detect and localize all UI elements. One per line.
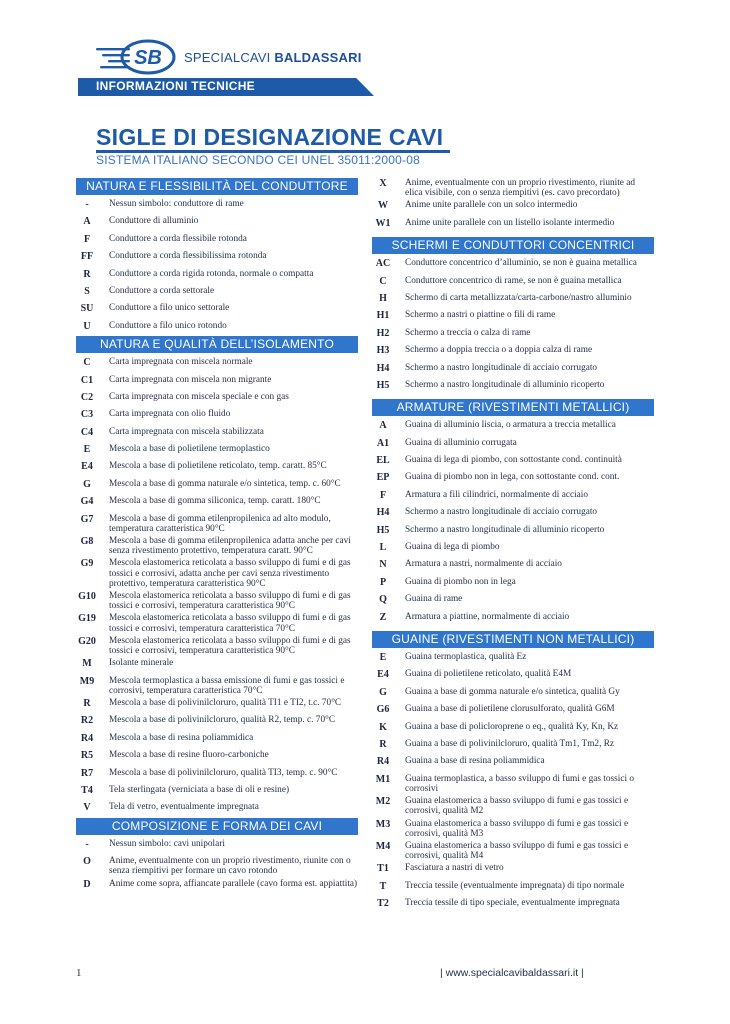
designation-code: M xyxy=(82,658,92,670)
designation-row xyxy=(372,702,654,719)
designation-code: Z xyxy=(379,611,387,623)
designation-code: X xyxy=(379,178,387,189)
designation-code: - xyxy=(85,838,89,850)
designation-description: Mescola a base di gomma etilenpropilenica adatta anche per cavi senza rivestimento protettivo, temperatura caratt. 90°C xyxy=(109,536,351,557)
designation-row xyxy=(372,817,654,839)
designation-row xyxy=(76,390,358,407)
designation-row xyxy=(372,216,654,233)
designation-row xyxy=(372,378,654,395)
website-url: | www.specialcavibaldassari.it | xyxy=(440,967,584,979)
designation-row xyxy=(372,650,654,667)
designation-row xyxy=(76,214,358,231)
designation-row xyxy=(76,731,358,748)
designation-code: K xyxy=(379,721,387,733)
designation-row xyxy=(76,319,358,336)
designation-code: H5 xyxy=(376,379,390,391)
designation-description: Conduttore concentrico d’alluminio, se non è guaina metallica xyxy=(405,258,637,269)
designation-code: H4 xyxy=(376,362,390,374)
designation-code: F xyxy=(83,233,91,245)
designation-description: Guaina elastomerica a basso sviluppo di fumi e gas tossici e corrosivi, qualità M3 xyxy=(405,818,629,839)
designation-description: Anime, eventualmente con un proprio rivestimento, riunite con o senza riempitivi per formare un cavo rotondo xyxy=(109,856,351,877)
designation-row xyxy=(76,534,358,556)
designation-description: Mescola elastomerica reticolata a basso sviluppo di fumi e di gas tossici e corrosivi, temperatura caratteristica 70°C xyxy=(109,613,351,634)
designation-section xyxy=(76,178,358,336)
designation-description: Guaina termoplastica, a basso sviluppo di fumi e gas tossici o corrosivi xyxy=(405,773,635,794)
page-number: 1 xyxy=(76,967,82,979)
designation-description: Mescola elastomerica reticolata a basso sviluppo di fumi e di gas tossici e corrosivi, adatta anche per cavi senza rivestimento protettivo, temperatura caratteristica 90°C xyxy=(109,558,351,589)
designation-code: G20 xyxy=(78,635,96,647)
designation-row xyxy=(372,610,654,627)
designation-row xyxy=(372,436,654,453)
designation-description: Carta impregnata con miscela stabilizzata xyxy=(109,426,264,437)
designation-description: Carta impregnata con miscela normale xyxy=(109,357,253,368)
designation-code: C2 xyxy=(80,391,94,403)
designation-description: Guaina termoplastica, qualità Ez xyxy=(405,652,527,662)
designation-description: Guaina di rame xyxy=(405,594,463,605)
section-heading: NATURA E FLESSIBILITÀ DEL CONDUTTORE xyxy=(76,178,358,195)
designation-description: Guaina di piombo non in lega xyxy=(405,576,516,587)
designation-row xyxy=(372,470,654,487)
designation-code: U xyxy=(83,320,91,332)
designation-code: R5 xyxy=(80,750,94,762)
designation-description: Schermo a doppia treccia o a doppia calza di rame xyxy=(405,345,593,356)
designation-row xyxy=(372,418,654,435)
brand-header xyxy=(96,38,362,76)
designation-code: FF xyxy=(80,251,94,263)
designation-row xyxy=(76,249,358,266)
designation-code: T4 xyxy=(81,785,93,797)
designation-description: Treccia tessile (eventualmente impregnata) di tipo normale xyxy=(405,880,625,891)
designation-description: Conduttore a corda flessibilissima rotonda xyxy=(109,251,267,262)
designation-code: - xyxy=(85,199,89,210)
designation-code: S xyxy=(84,285,90,297)
designation-code: R7 xyxy=(80,767,94,779)
designation-row xyxy=(76,634,358,656)
designation-row xyxy=(76,425,358,442)
designation-row xyxy=(372,839,654,861)
designation-description: Schermo a nastro longitudinale di acciaio corrugato xyxy=(405,362,598,373)
designation-code: W1 xyxy=(375,217,391,229)
designation-description: Carta impregnata con olio fluido xyxy=(109,409,231,420)
designation-description: Tela sterlingata (verniciata a base di oli e resine) xyxy=(109,785,290,796)
designation-code: G4 xyxy=(80,496,94,508)
designation-description: Guaina a base di gomma naturale e/o sintetica, qualità Gy xyxy=(405,686,620,697)
designation-row xyxy=(76,589,358,611)
designation-row xyxy=(76,459,358,476)
section-heading: NATURA E QUALITÀ DELL’ISOLAMENTO xyxy=(76,336,358,353)
designation-code: M9 xyxy=(79,675,95,687)
designation-row xyxy=(372,505,654,522)
designation-row xyxy=(372,176,654,198)
designation-code: A1 xyxy=(376,437,390,449)
designation-code: G8 xyxy=(80,536,94,548)
designation-description: Mescola a base di gomma naturale e/o sintetica, temp. c. 60°C xyxy=(109,478,341,489)
designation-description: Schermo a nastro longitudinale di alluminio ricoperto xyxy=(405,524,605,535)
designation-code: G9 xyxy=(80,558,94,570)
designation-description: Guaina di lega di piombo xyxy=(405,542,500,553)
company-logo xyxy=(96,39,178,75)
designation-code: H3 xyxy=(376,345,390,357)
designation-code: R4 xyxy=(376,756,390,768)
designation-row xyxy=(372,361,654,378)
designation-code: V xyxy=(83,802,91,814)
designation-description: Mescola a base di polivinilcloruro, qualità TI3, temp. c. 90°C xyxy=(109,767,338,778)
designation-code: H2 xyxy=(376,327,390,339)
designation-code: Q xyxy=(379,594,387,606)
designation-row xyxy=(76,800,358,817)
designation-code: H4 xyxy=(376,507,390,519)
designation-code: E4 xyxy=(377,669,389,681)
designation-row xyxy=(76,877,358,894)
section-heading: ARMATURE (RIVESTIMENTI METALLICI) xyxy=(372,399,654,416)
designation-description: Anime come sopra, affiancate parallele (cavo forma est. appiattita) xyxy=(109,878,358,889)
designation-row xyxy=(372,667,654,684)
designation-code: C xyxy=(379,275,387,287)
designation-code: M3 xyxy=(375,818,391,830)
designation-row xyxy=(372,523,654,540)
designation-description: Schermo a nastro longitudinale di acciaio corrugato xyxy=(405,507,598,518)
designation-row xyxy=(372,557,654,574)
designation-row xyxy=(76,748,358,765)
designation-description: Carta impregnata con miscela speciale e con gas xyxy=(109,391,289,402)
section-banner: INFORMAZIONI TECNICHE xyxy=(96,79,255,93)
designation-code: F xyxy=(379,489,387,501)
designation-section xyxy=(372,631,654,914)
brand-light: SPECIALCAVI xyxy=(184,49,271,65)
designation-row xyxy=(76,783,358,800)
designation-description: Conduttore a corda rigida rotonda, normale o compatta xyxy=(109,268,314,279)
designation-code: T2 xyxy=(377,898,389,910)
designation-code: EL xyxy=(376,455,390,467)
designation-description: Mescola a base di polietilene reticolato, temp. caratt. 85°C xyxy=(109,461,327,472)
designation-row xyxy=(76,674,358,696)
designation-row xyxy=(76,837,358,854)
designation-row xyxy=(372,453,654,470)
designation-row xyxy=(76,477,358,494)
designation-code: R xyxy=(83,698,91,710)
designation-description: Mescola a base di polivinilcloruro, qualità TI1 e TI2, t.c. 70°C xyxy=(109,698,342,709)
designation-section xyxy=(372,237,654,395)
designation-code: C3 xyxy=(80,409,94,421)
designation-code: L xyxy=(379,542,387,554)
designation-description: Guaina a base di resina poliammidica xyxy=(405,756,545,767)
designation-description: Nessun simbolo: conduttore di rame xyxy=(109,199,244,209)
designation-row xyxy=(76,407,358,424)
designation-row xyxy=(372,198,654,215)
designation-row xyxy=(76,512,358,534)
designation-row xyxy=(372,575,654,592)
designation-code: R xyxy=(83,268,91,280)
designation-description: Mescola a base di gomma etilenpropilenica ad alto modulo, temperatura caratteristica 90°C xyxy=(109,513,331,534)
designation-description: Fasciatura a nastri di vetro xyxy=(405,863,504,874)
designation-description: Schermo a treccia o calza di rame xyxy=(405,327,531,338)
designation-row xyxy=(372,720,654,737)
designation-code: G10 xyxy=(78,591,96,603)
designation-description: Guaina di lega di piombo, con sottostante cond. continuità xyxy=(405,455,622,466)
designation-code: E4 xyxy=(81,461,93,473)
designation-row xyxy=(372,291,654,308)
designation-description: Mescola a base di resine fluoro-carboniche xyxy=(109,750,269,761)
designation-row xyxy=(76,301,358,318)
designation-row xyxy=(76,854,358,876)
designation-row xyxy=(372,794,654,816)
designation-code: N xyxy=(379,559,387,571)
designation-description: Schermo a nastro longitudinale di alluminio ricoperto xyxy=(405,379,605,390)
designation-code: H5 xyxy=(376,524,390,536)
designation-description: Mescola elastomerica reticolata a basso sviluppo di fumi e di gas tossici e corrosivi, temperatura caratteristica 90°C xyxy=(109,591,351,612)
designation-row xyxy=(76,373,358,390)
designation-description: Guaina a base di policloroprene o eq., qualità Ky, Kn, Kz xyxy=(405,721,619,732)
designation-code: P xyxy=(379,576,387,588)
designation-row xyxy=(372,488,654,505)
designation-code: T xyxy=(379,880,387,892)
designation-description: Guaina elastomerica a basso sviluppo di fumi e gas tossici e corrosivi, qualità M2 xyxy=(405,796,629,817)
designation-row xyxy=(372,685,654,702)
designation-row xyxy=(372,274,654,291)
designation-description: Nessun simbolo: cavi unipolari xyxy=(109,838,225,849)
designation-row xyxy=(76,494,358,511)
designation-row xyxy=(372,592,654,609)
designation-row xyxy=(76,713,358,730)
designation-code: H1 xyxy=(376,310,390,322)
designation-row xyxy=(76,696,358,713)
designation-description: Guaina di alluminio corrugata xyxy=(405,437,517,448)
designation-code: C4 xyxy=(80,426,94,438)
designation-description: Conduttore a corda settorale xyxy=(109,285,215,296)
page-title: SIGLE DI DESIGNAZIONE CAVI xyxy=(96,124,444,150)
designation-row xyxy=(372,896,654,913)
designation-row xyxy=(372,879,654,896)
designation-description: Guaina di polietilene reticolato, qualità E4M xyxy=(405,669,572,680)
designation-row xyxy=(76,355,358,372)
section-heading: SCHERMI E CONDUTTORI CONCENTRICI xyxy=(372,237,654,254)
designation-description: Treccia tessile di tipo speciale, eventualmente impregnata xyxy=(405,898,620,909)
designation-row xyxy=(76,656,358,673)
designation-code: E xyxy=(83,444,91,456)
designation-description: Conduttore a filo unico rotondo xyxy=(109,320,227,331)
designation-code: R2 xyxy=(80,715,94,727)
designation-row xyxy=(76,611,358,633)
designation-description: Conduttore a filo unico settorale xyxy=(109,303,230,314)
designation-row xyxy=(76,284,358,301)
designation-description: Mescola a base di gomma siliconica, temp. caratt. 180°C xyxy=(109,496,321,507)
designation-description: Armatura a piattine, normalmente di acciaio xyxy=(405,611,570,622)
designation-description: Guaina di piombo non in lega, con sottostante cond. cont. xyxy=(405,472,620,483)
designation-code: C xyxy=(83,357,91,369)
designation-code: A xyxy=(379,420,387,432)
designation-description: Conduttore di alluminio xyxy=(109,216,199,227)
designation-row xyxy=(372,326,654,343)
designation-code: O xyxy=(83,856,91,868)
designation-description: Anime unite parallele con un listello isolante intermedio xyxy=(405,217,615,228)
designation-section xyxy=(76,818,358,894)
designation-row xyxy=(372,540,654,557)
designation-description: Schermo a nastri o piattine o fili di rame xyxy=(405,310,556,321)
designation-code: M2 xyxy=(375,796,391,808)
designation-description: Carta impregnata con miscela non migrante xyxy=(109,374,272,385)
designation-section xyxy=(372,399,654,627)
designation-description: Guaina a base di polivinilcloruro, qualità Tm1, Tm2, Rz xyxy=(405,738,615,749)
designation-row xyxy=(76,267,358,284)
designation-row xyxy=(372,308,654,325)
designation-row xyxy=(372,754,654,771)
designation-code: G xyxy=(83,478,91,490)
page-subtitle: SISTEMA ITALIANO SECONDO CEI UNEL 35011:2000-08 xyxy=(96,153,420,167)
designation-description: Isolante minerale xyxy=(109,658,174,669)
designation-code: H xyxy=(379,292,387,304)
designation-code: R4 xyxy=(80,732,94,744)
designation-description: Anime, eventualmente con un proprio rivestimento, riunite ad elica visibile, con o senza riempitivi (es. cavo precordato) xyxy=(405,178,636,199)
section-heading: COMPOSIZIONE E FORMA DEI CAVI xyxy=(76,818,358,835)
designation-description: Mescola termoplastica a bassa emissione di fumi e gas tossici e corrosivi, temperatura caratteristica 70°C xyxy=(109,675,345,696)
designation-row xyxy=(76,556,358,589)
designation-code: E xyxy=(379,652,387,663)
designation-code: M4 xyxy=(375,840,391,852)
designation-row xyxy=(76,232,358,249)
designation-code: G xyxy=(379,686,387,698)
designation-code: C1 xyxy=(80,374,94,386)
designation-code: G6 xyxy=(376,704,390,716)
designation-row xyxy=(372,737,654,754)
designation-code: T1 xyxy=(377,863,389,875)
designation-section xyxy=(76,336,358,818)
designation-row xyxy=(76,197,358,214)
designation-description: Conduttore a corda flessibile rotonda xyxy=(109,233,247,244)
designation-code: W xyxy=(378,200,388,212)
designation-description: Schermo di carta metallizzata/carta-carbone/nastro alluminio xyxy=(405,292,632,303)
logo-initials: SB xyxy=(134,47,162,69)
brand-bold: BALDASSARI xyxy=(274,49,362,65)
designation-description: Mescola a base di polietilene termoplastico xyxy=(109,444,270,455)
designation-row xyxy=(372,256,654,273)
designation-code: SU xyxy=(80,303,94,315)
designation-code: G19 xyxy=(78,613,96,625)
designation-code: AC xyxy=(375,258,391,270)
designation-description: Conduttore concentrico di rame, se non è guaina metallica xyxy=(405,275,622,286)
designation-description: Guaina a base di polietilene clorusulforato, qualità G6M xyxy=(405,704,615,715)
designation-description: Mescola a base di polivinilcloruro, qualità R2, temp. c. 70°C xyxy=(109,715,336,726)
section-heading: GUAINE (RIVESTIMENTI NON METALLICI) xyxy=(372,631,654,648)
designation-code: EP xyxy=(376,472,390,484)
right-column xyxy=(372,176,654,914)
designation-description: Mescola elastomerica reticolata a basso sviluppo di fumi e di gas tossici e corrosivi, temperatura caratteristica 90°C xyxy=(109,635,351,657)
designation-description: Mescola a base di resina poliammidica xyxy=(109,732,254,743)
designation-row xyxy=(76,442,358,459)
designation-code: A xyxy=(83,216,91,228)
designation-description: Armatura a fili cilindrici, normalmente di acciaio xyxy=(405,489,589,500)
designation-description: Tela di vetro, eventualmente impregnata xyxy=(109,802,259,813)
designation-code: G7 xyxy=(80,513,94,525)
designation-row xyxy=(372,343,654,360)
designation-description: Guaina di alluminio liscia, o armatura a treccia metallica xyxy=(405,420,616,431)
designation-description: Guaina elastomerica a basso sviluppo di fumi e gas tossici e corrosivi, qualità M4 xyxy=(405,840,629,862)
designation-description: Anime unite parallele con un solco intermedio xyxy=(405,200,578,211)
designation-code: D xyxy=(83,878,91,890)
brand-name xyxy=(184,50,362,65)
designation-row xyxy=(76,766,358,783)
designation-row xyxy=(372,772,654,794)
designation-code: M1 xyxy=(375,773,391,785)
designation-description: Armatura a nastri, normalmente di acciaio xyxy=(405,559,562,570)
left-column xyxy=(76,178,358,894)
designation-row xyxy=(372,861,654,878)
designation-code: R xyxy=(379,738,387,750)
